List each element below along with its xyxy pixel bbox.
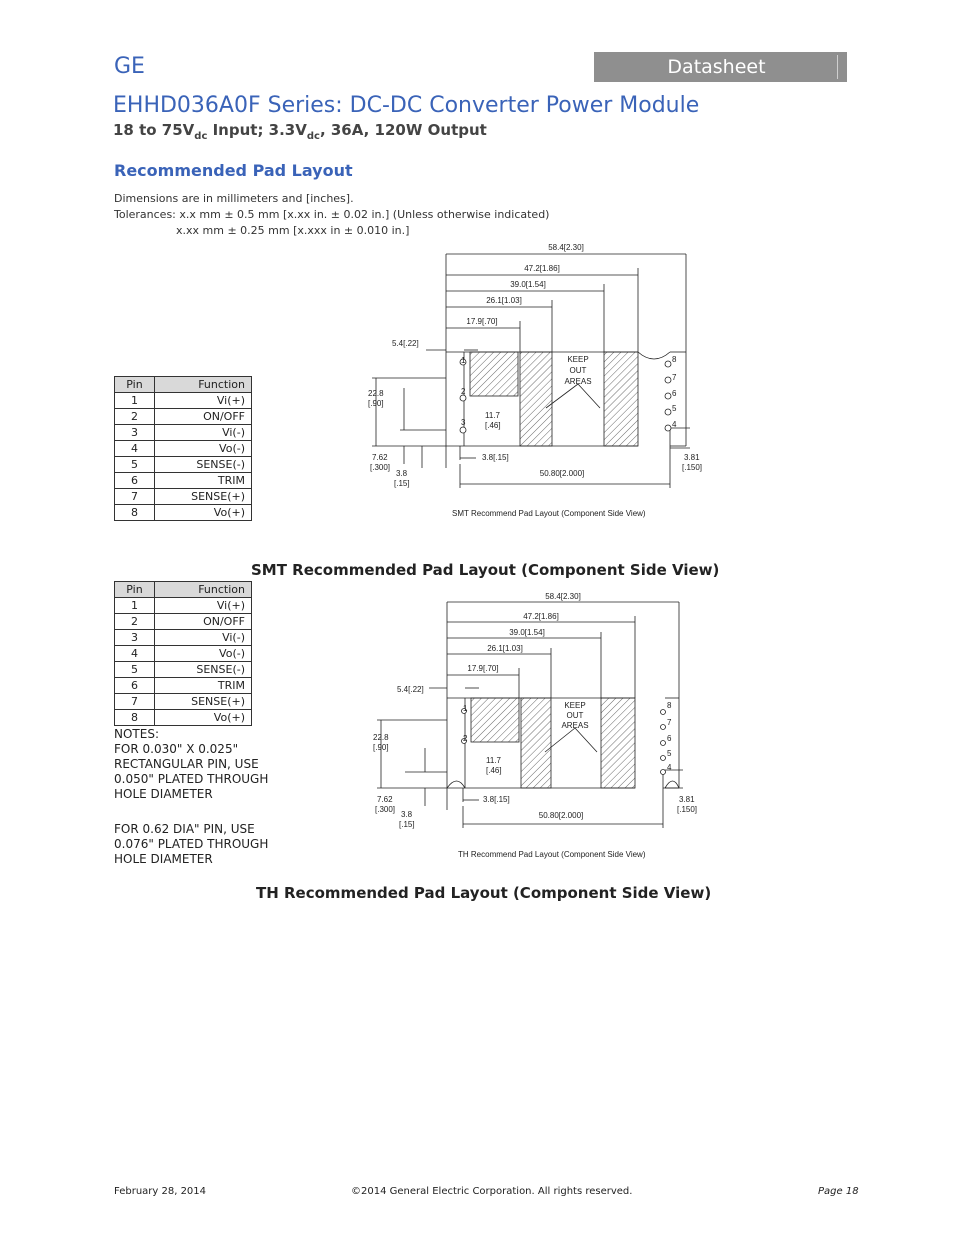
pin-label: 5 [672, 404, 677, 413]
dim-7-62-in: [.300] [375, 805, 396, 814]
dim-22-8: 22.8 [373, 733, 389, 742]
dim-7-62-in: [.300] [370, 463, 391, 472]
table-row: 6 TRIM [115, 473, 252, 489]
dim-39-0: 39.0[1.54] [510, 280, 546, 289]
table-row: 8 Vo(+) [115, 505, 252, 521]
dim-overall-width: 58.4[2.30] [548, 243, 584, 252]
dim-5-4: 5.4[.22] [392, 339, 419, 348]
table-row: 2 ON/OFF [115, 409, 252, 425]
dim-22-8-in: [.90] [373, 743, 389, 752]
dim-3-8-in: [.15] [399, 820, 415, 829]
dim-3-81-in: [.150] [677, 805, 698, 814]
pin-function-table-smt [114, 376, 252, 521]
dim-3-8-in: [.15] [394, 479, 410, 488]
keepout-label: AREAS [561, 721, 589, 730]
pin-header: Pin [115, 377, 155, 393]
table-row: 4 Vo(-) [115, 646, 252, 662]
datasheet-badge-label: Datasheet [596, 55, 838, 79]
table-row: 7 SENSE(+) [115, 694, 252, 710]
pin-label: 8 [667, 701, 672, 710]
dim-50-80: 50.80[2.000] [539, 469, 585, 478]
smt-drawing-caption: SMT Recommend Pad Layout (Component Side View) [452, 509, 646, 518]
page-title: EHHD036A0F Series: DC-DC Converter Power Module [113, 93, 700, 118]
dim-22-8: 22.8 [368, 389, 384, 398]
dimensions-note: Dimensions are in millimeters and [inches]. [114, 192, 354, 205]
smt-caption: SMT Recommended Pad Layout (Component Side View) [251, 561, 720, 579]
page-subtitle: 18 to $75V_{dc}$ Input; $3.3V_{dc}$, 36A, 120W Output [113, 121, 487, 142]
pin-label: 6 [667, 734, 672, 743]
dim-3-8-pin: 3.8[.15] [482, 453, 509, 462]
dim-3-81-in: [.150] [682, 463, 703, 472]
table-row: 3 Vi(-) [115, 425, 252, 441]
dim-7-62: 7.62 [377, 795, 393, 804]
dim-50-80: 50.80[2.000] [538, 811, 584, 820]
notes: NOTES: FOR 0.030" X 0.025" RECTANGULAR PIN, USE 0.050" PLATED THROUGH HOLE DIAMETER FOR 0.62 DIA" PIN, USE 0.076" PLATED THROUGH HOLE DIAMETER [114, 727, 269, 866]
pin-label: 6 [672, 389, 677, 398]
pin-label: 4 [672, 420, 677, 429]
pin-label: 1 [461, 356, 466, 365]
table-row: 5 SENSE(-) [115, 662, 252, 678]
table-row: 4 Vo(-) [115, 441, 252, 457]
ge-logo: GE [114, 54, 145, 79]
tolerance-note: Tolerances: x.x mm ± 0.5 mm [x.xx in. ± 0.02 in.] (Unless otherwise indicated) [114, 208, 550, 221]
function-header: Function [155, 582, 252, 598]
pin-label: 8 [672, 355, 677, 364]
footer-date: February 28, 2014 [114, 1186, 207, 1197]
keepout-label: KEEP [564, 701, 586, 710]
pin-label: 5 [667, 749, 672, 758]
dim-39-0: 39.0[1.54] [509, 628, 545, 637]
keepout-label: AREAS [564, 377, 592, 386]
table-row: 5 SENSE(-) [115, 457, 252, 473]
dim-3-8: 3.8 [401, 810, 413, 819]
dim-26-1: 26.1[1.03] [487, 644, 523, 653]
table-row: 2 ON/OFF [115, 614, 252, 630]
dim-3-81: 3.81 [684, 453, 700, 462]
footer-copyright: ©2014 General Electric Corporation. All rights reserved. [351, 1186, 633, 1197]
dim-11-7-in: [.46] [486, 766, 502, 775]
pin-label: 2 [463, 734, 468, 743]
dim-3-81: 3.81 [679, 795, 695, 804]
pin-label: 7 [667, 718, 672, 727]
function-header: Function [155, 377, 252, 393]
pin-header: Pin [115, 582, 155, 598]
dim-47-2: 47.2[1.86] [524, 264, 560, 273]
table-row: 6 TRIM [115, 678, 252, 694]
notes-title: NOTES: [114, 727, 159, 741]
section-title: Recommended Pad Layout [114, 161, 353, 180]
dim-7-62: 7.62 [372, 453, 388, 462]
datasheet-badge [594, 52, 847, 82]
th-drawing-caption: TH Recommend Pad Layout (Component Side View) [458, 850, 646, 859]
dim-17-9: 17.9[.70] [467, 664, 499, 673]
th-pad-layout-drawing [365, 588, 710, 863]
dim-17-9: 17.9[.70] [466, 317, 498, 326]
dim-47-2: 47.2[1.86] [523, 612, 559, 621]
table-row: 8 Vo(+) [115, 710, 252, 726]
keepout-label: OUT [569, 366, 587, 375]
keepout-label: KEEP [567, 355, 589, 364]
keepout-label: OUT [566, 711, 584, 720]
dim-11-7: 11.7 [485, 411, 500, 420]
pin-label: 7 [672, 373, 677, 382]
dim-22-8-in: [.90] [368, 399, 384, 408]
pin-label: 4 [667, 763, 672, 772]
dim-11-7: 11.7 [486, 756, 501, 765]
pin-function-table-th [114, 581, 252, 726]
dim-11-7-in: [.46] [485, 421, 501, 430]
pin-label: 1 [463, 704, 468, 713]
smt-pad-layout-drawing [360, 238, 720, 523]
table-row: 7 SENSE(+) [115, 489, 252, 505]
tolerance-note-2: x.xx mm ± 0.25 mm [x.xxx in ± 0.010 in.] [176, 224, 410, 237]
table-row: 1 Vi(+) [115, 393, 252, 409]
dim-5-4: 5.4[.22] [397, 685, 424, 694]
dim-3-8-pin: 3.8[.15] [483, 795, 510, 804]
dim-3-8: 3.8 [396, 469, 408, 478]
footer-page-number: Page 18 [818, 1186, 859, 1197]
th-caption: TH Recommended Pad Layout (Component Side View) [256, 884, 712, 902]
pin-label: 3 [461, 418, 466, 427]
dim-overall-width: 58.4[2.30] [545, 592, 581, 601]
table-row: 3 Vi(-) [115, 630, 252, 646]
pin-label: 2 [461, 387, 466, 396]
table-row: 1 Vi(+) [115, 598, 252, 614]
dim-26-1: 26.1[1.03] [486, 296, 522, 305]
